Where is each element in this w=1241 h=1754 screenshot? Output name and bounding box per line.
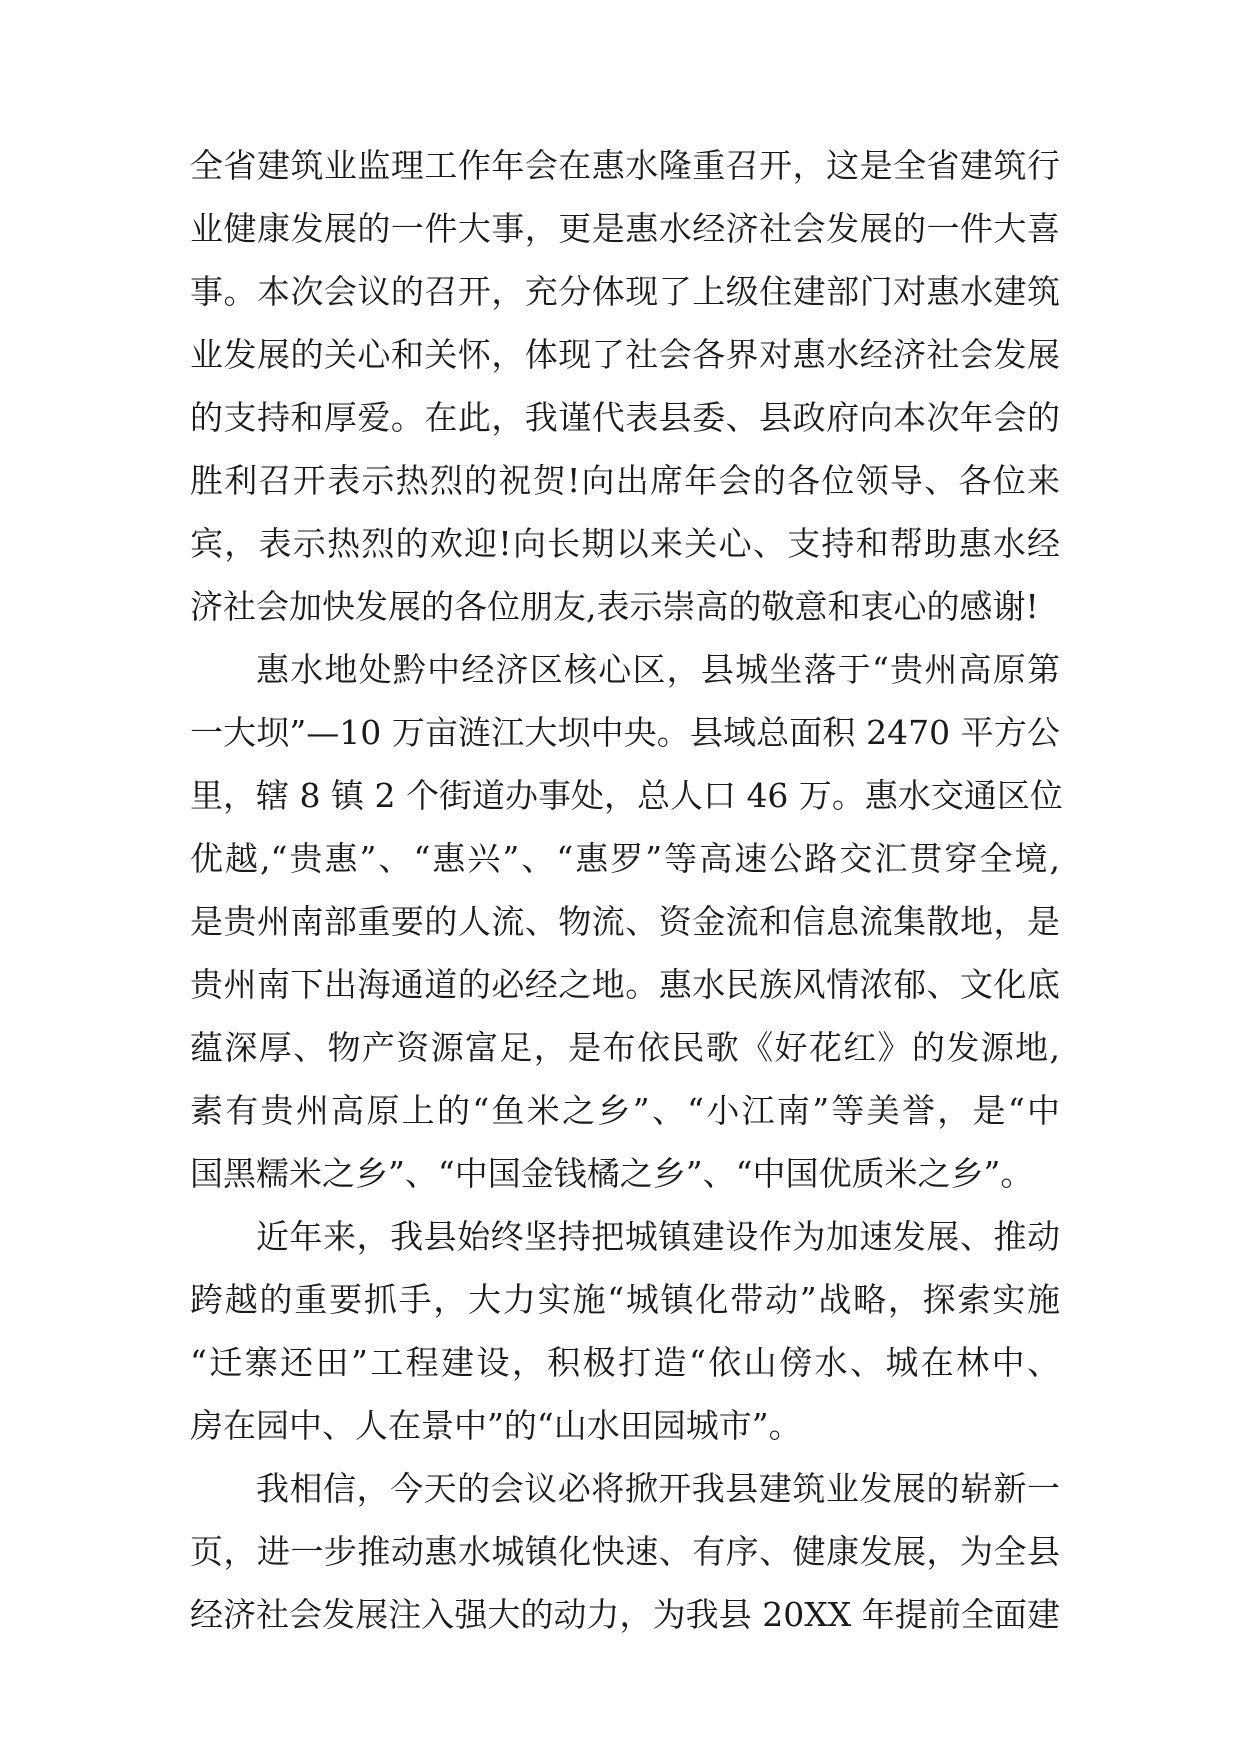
paragraph-line: 经济社会发展注入强大的动力，为我县 20XX 年提前全面建 xyxy=(190,1595,1060,1634)
paragraph-line: 是贵州南部重要的人流、物流、资金流和信息流集散地，是 xyxy=(190,902,1060,941)
paragraph-line: 惠水地处黔中经济区核心区，县城坐落于“贵州高原第 xyxy=(256,650,1060,689)
paragraph-3 xyxy=(190,1205,1060,1457)
paragraph-line: 房在园中、人在景中”的“山水田园城市”。 xyxy=(190,1406,802,1445)
paragraph-line: 的支持和厚爱。在此，我谨代表县委、县政府向本次年会的 xyxy=(190,398,1060,437)
paragraph-line: 优越,“贵惠”、“惠兴”、“惠罗”等高速公路交汇贯穿全境, xyxy=(190,839,1060,878)
paragraph-line: 宾，表示热烈的欢迎!向长期以来关心、支持和帮助惠水经 xyxy=(190,524,1060,563)
paragraph-line: 素有贵州高原上的“鱼米之乡”、“小江南”等美誉，是“中 xyxy=(190,1091,1060,1130)
paragraph-line: 胜利召开表示热烈的祝贺!向出席年会的各位领导、各位来 xyxy=(190,461,1060,500)
paragraph-line: “迁寨还田”工程建设，积极打造“依山傍水、城在林中、 xyxy=(190,1343,1060,1382)
paragraph-1 xyxy=(190,134,1060,638)
document-body xyxy=(190,134,1063,1646)
paragraph-line: 贵州南下出海通道的必经之地。惠水民族风情浓郁、文化底 xyxy=(190,965,1060,1004)
paragraph-line: 事。本次会议的召开，充分体现了上级住建部门对惠水建筑 xyxy=(190,272,1060,311)
paragraph-line: 里，辖 8 镇 2 个街道办事处，总人口 46 万。惠水交通区位 xyxy=(190,776,1063,815)
paragraph-2 xyxy=(190,638,1063,1205)
paragraph-line: 近年来，我县始终坚持把城镇建设作为加速发展、推动 xyxy=(256,1217,1060,1256)
paragraph-line: 跨越的重要抓手，大力实施“城镇化带动”战略，探索实施 xyxy=(190,1280,1060,1319)
paragraph-line: 全省建筑业监理工作年会在惠水隆重召开，这是全省建筑行 xyxy=(190,146,1060,185)
paragraph-line: 一大坝”—10 万亩涟江大坝中央。县域总面积 2470 平方公 xyxy=(190,713,1060,752)
paragraph-line: 国黑糯米之乡”、“中国金钱橘之乡”、“中国优质米之乡”。 xyxy=(190,1154,1034,1193)
paragraph-line: 我相信，今天的会议必将掀开我县建筑业发展的崭新一 xyxy=(256,1469,1060,1508)
paragraph-line: 业发展的关心和关怀，体现了社会各界对惠水经济社会发展 xyxy=(190,335,1060,374)
paragraph-line: 页，进一步推动惠水城镇化快速、有序、健康发展，为全县 xyxy=(190,1532,1060,1571)
paragraph-line: 济社会加快发展的各位朋友,表示崇高的敬意和衷心的感谢! xyxy=(190,587,1039,626)
paragraph-line: 蕴深厚、物产资源富足，是布依民歌《好花红》的发源地, xyxy=(190,1028,1060,1067)
paragraph-line: 业健康发展的一件大事，更是惠水经济社会发展的一件大喜 xyxy=(190,209,1060,248)
paragraph-4 xyxy=(190,1457,1060,1646)
